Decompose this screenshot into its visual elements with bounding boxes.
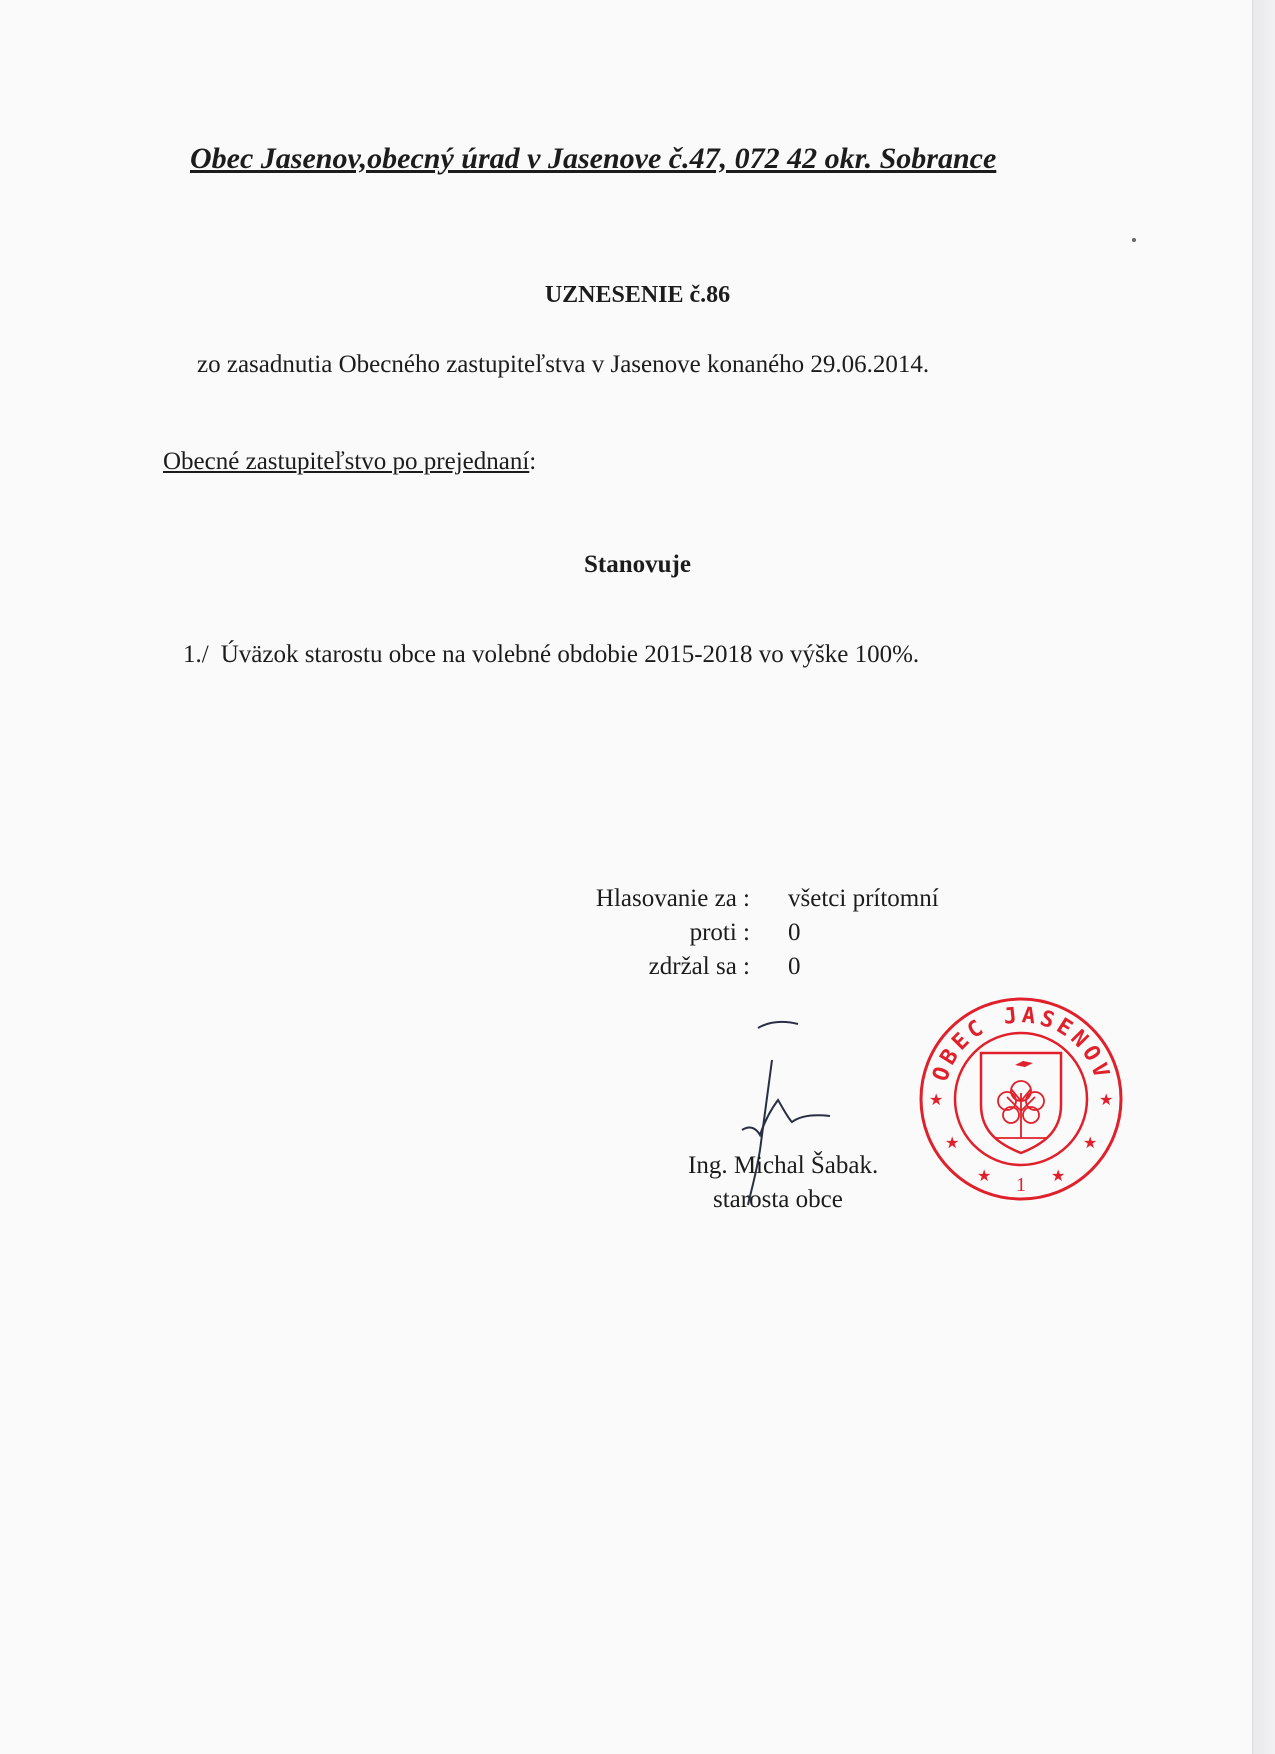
signatory-name: Ing. Michal Šabak. (688, 1152, 879, 1179)
vote-label: Hlasovanie za : (595, 885, 750, 912)
svg-text:★: ★ (1083, 1133, 1098, 1152)
vote-value: všetci prítomní (788, 885, 939, 912)
svg-text:1: 1 (1016, 1174, 1026, 1196)
vote-row-abstain (500, 950, 939, 984)
vote-value: 0 (788, 953, 801, 980)
resolution-item (183, 641, 919, 669)
vote-label: proti : (689, 919, 750, 946)
scan-edge (1252, 0, 1275, 1754)
session-line: zo zasadnutia Obecného zastupiteľstva v Jasenove konaného 29.06.2014. (197, 351, 930, 378)
resolution-title: UZNESENIE č.86 (544, 282, 731, 308)
vote-value: 0 (788, 919, 801, 946)
svg-text:★: ★ (977, 1166, 992, 1185)
municipality-header: Obec Jasenov,obecný úrad v Jasenove č.47, 072 42 okr. Sobrance (190, 142, 997, 175)
decision-heading: Stanovuje (584, 551, 691, 578)
svg-text:★: ★ (945, 1133, 960, 1152)
vote-label: zdržal sa : (648, 953, 750, 980)
council-heading-colon: : (529, 448, 537, 475)
vote-row-for (500, 882, 939, 916)
council-heading (163, 448, 536, 476)
vote-row-against (500, 916, 939, 950)
vote-results (500, 882, 939, 984)
item-text: Úväzok starostu obce na volebné obdobie 2015-2018 vo výške 100%. (220, 641, 920, 668)
svg-text:★: ★ (1099, 1090, 1114, 1109)
svg-text:★: ★ (929, 1090, 944, 1109)
item-number: 1./ (183, 641, 209, 668)
council-heading-text: Obecné zastupiteľstvo po prejednaní (163, 448, 530, 475)
signature-block (688, 1149, 878, 1217)
scan-speck (1132, 238, 1136, 242)
svg-text:★: ★ (1051, 1166, 1066, 1185)
municipal-seal-stamp (915, 993, 1128, 1206)
svg-text:OBEC JASENOV: OBEC JASENOV (928, 1003, 1115, 1085)
signatory-role: starosta obce (713, 1186, 843, 1213)
